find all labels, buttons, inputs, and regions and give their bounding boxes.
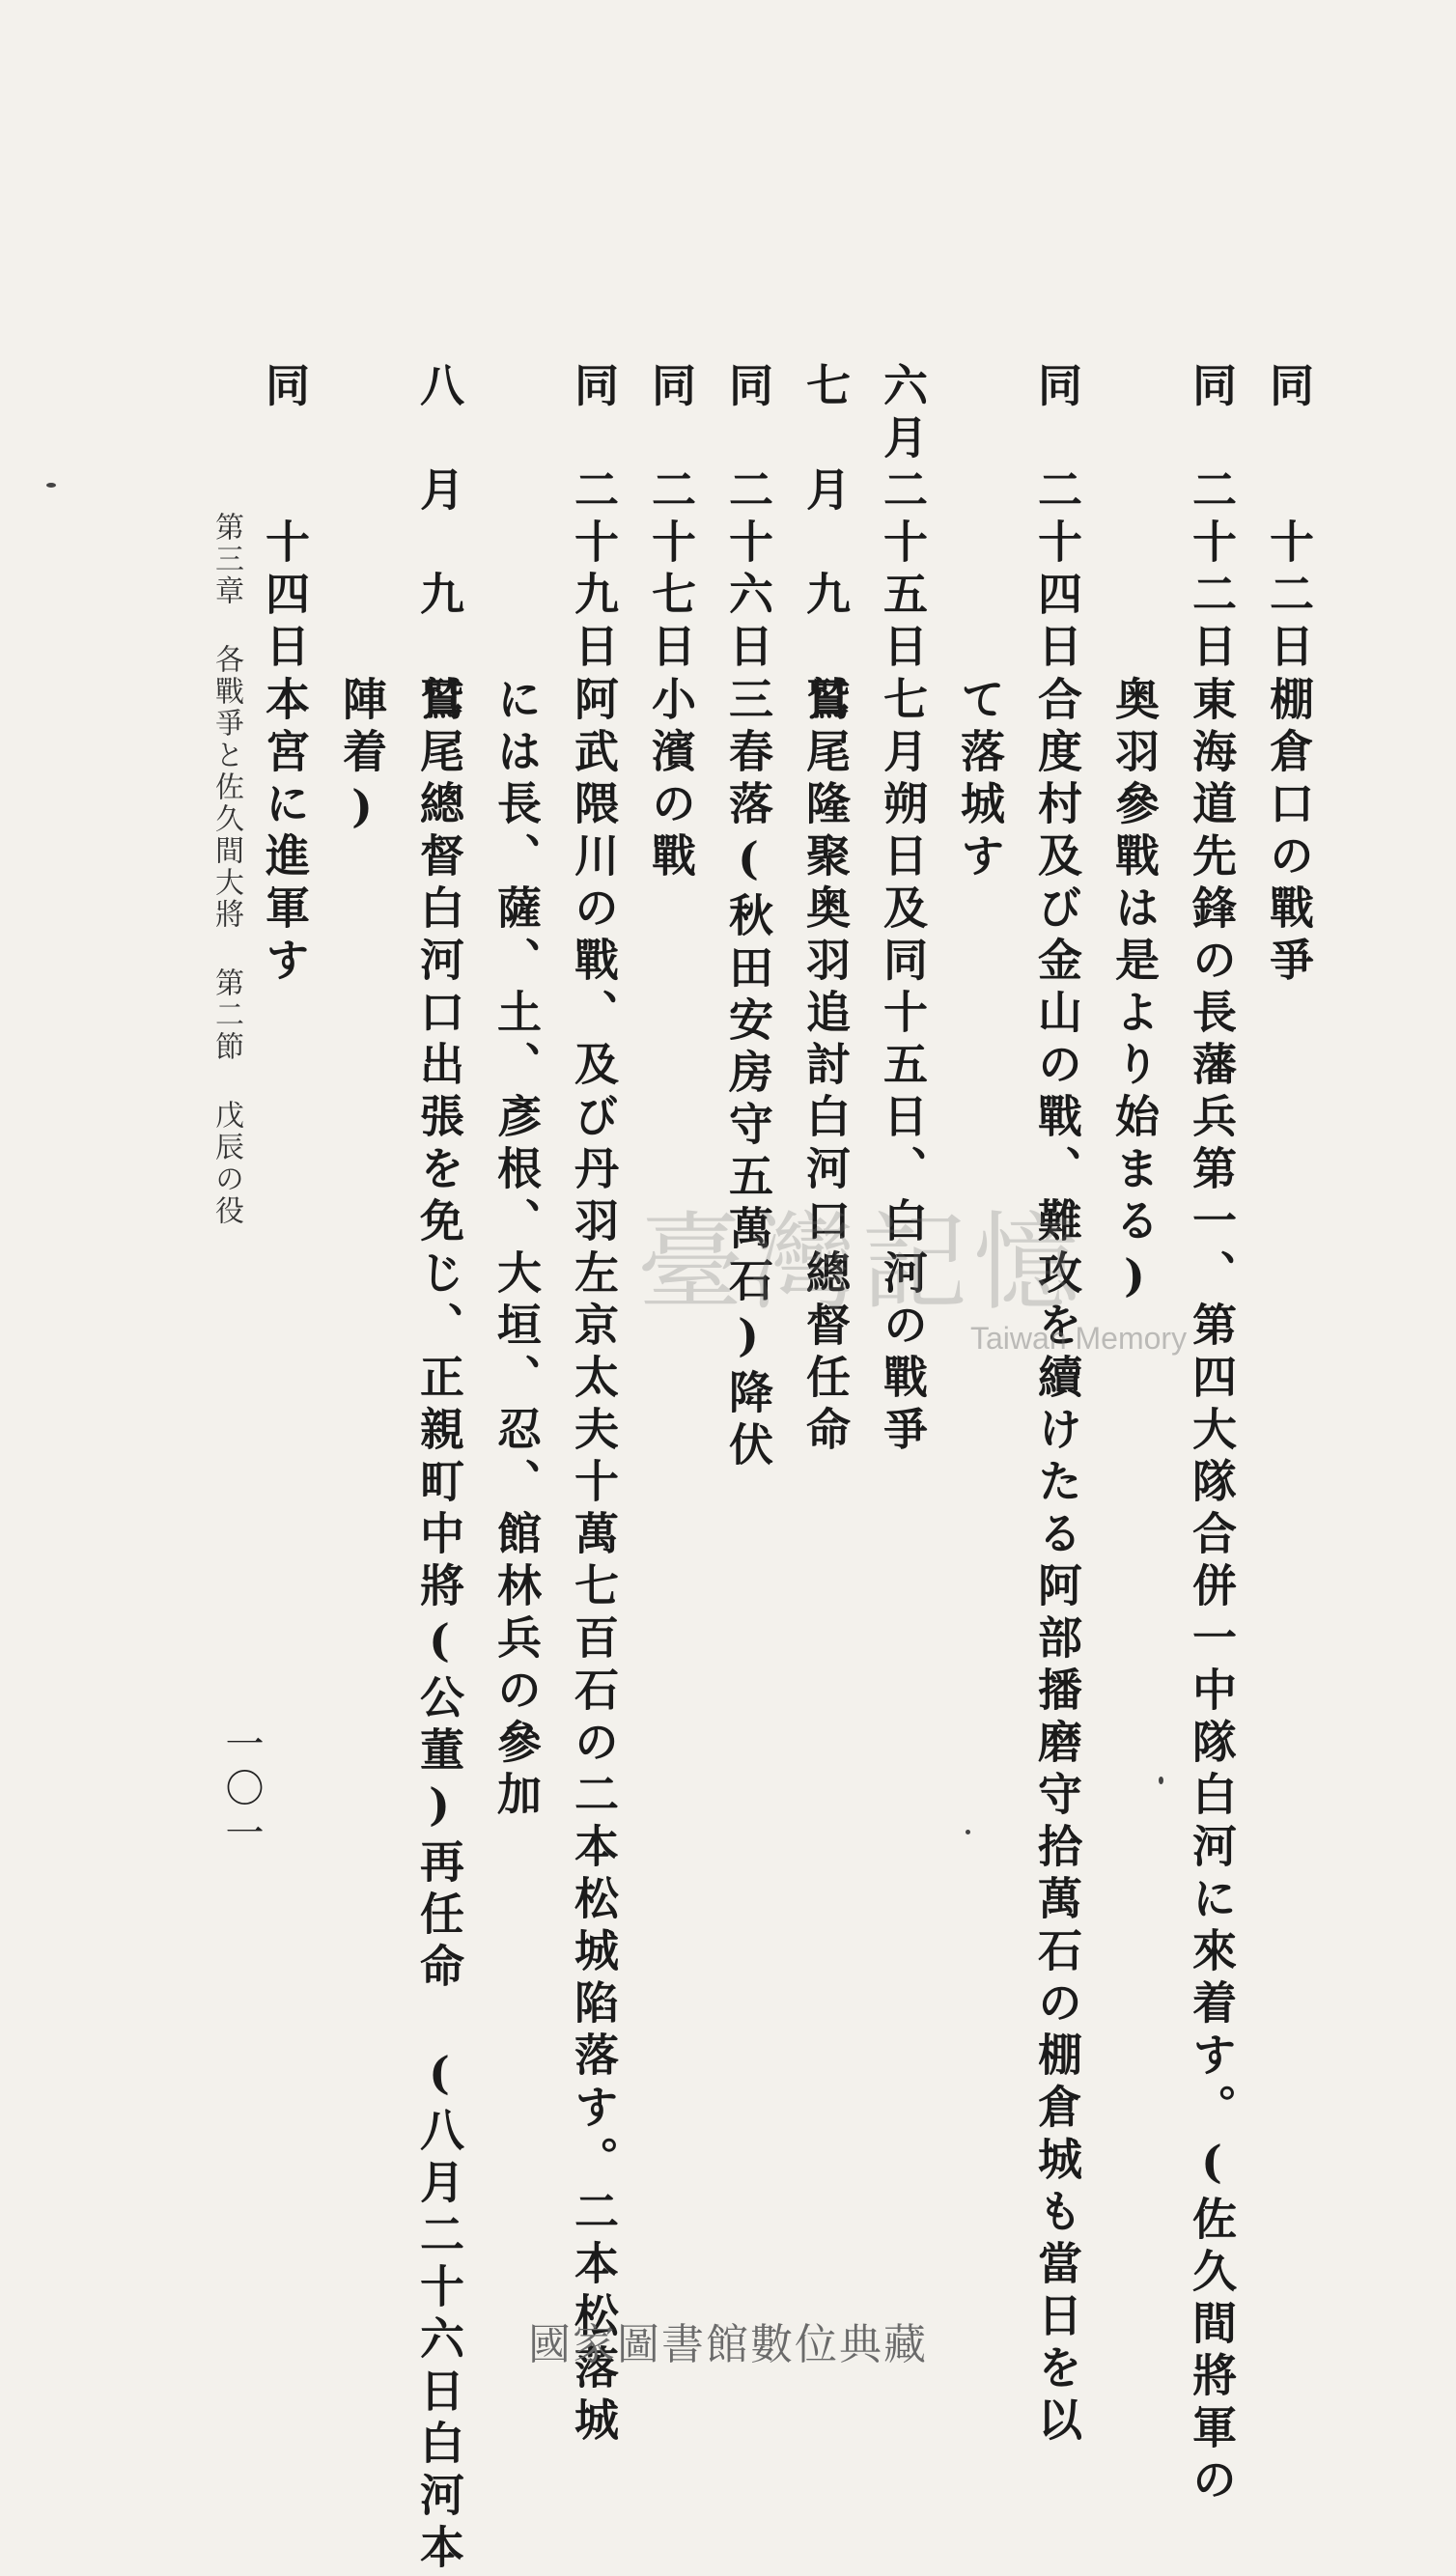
column-8-text: 三春落(秋田安房守五萬石)降伏 xyxy=(722,676,774,1473)
column-7-date: 七 月 九 日 xyxy=(799,362,852,727)
page-number: 一〇一 xyxy=(219,1723,264,1857)
header-title: 各戰爭と佐久間大將 xyxy=(210,644,243,931)
column-2-text: 東海道先鋒の長藩兵第一、第四大隊合併一中隊白河に來着す。(佐久間將軍の xyxy=(1186,676,1238,2508)
column-1-text: 棚倉口の戰爭 xyxy=(1263,676,1315,989)
header-section: 第二節 xyxy=(210,967,243,1063)
column-12-date: 八 月 九 日 xyxy=(413,362,465,727)
column-4-date: 同 二十四日 xyxy=(1031,362,1083,675)
column-8-date: 同 二十六日 xyxy=(722,362,774,675)
column-7-text: 鷲尾隆聚奥羽追討白河口總督任命 xyxy=(799,676,852,1458)
watermark-subtitle: Taiwan Memory xyxy=(970,1321,1188,1356)
header-chapter: 第三章 xyxy=(210,512,243,607)
column-1-date: 同 十二日 xyxy=(1263,362,1315,675)
watermark-logo: 臺灣記憶 xyxy=(637,1201,1085,1325)
column-10-text: 阿武隈川の戰、及び丹羽左京太夫十萬七百石の二本松城陷落す。二本松落城 xyxy=(568,676,620,2449)
column-6-date: 六月二十五日 xyxy=(877,362,929,675)
column-13-text: 陣着) xyxy=(336,676,388,840)
footer-caption: 國家圖書館數位典藏 xyxy=(528,2320,928,2369)
scan-speck xyxy=(46,483,56,488)
column-4-text: 合度村及び金山の戰、難攻を續けたる阿部播磨守拾萬石の棚倉城も當日を以 xyxy=(1031,676,1083,2449)
scan-speck xyxy=(1159,1777,1163,1784)
column-5-text: て落城す xyxy=(954,676,1006,884)
column-9-text: 小濱の戰 xyxy=(645,676,697,884)
column-14-text: 本宮に進軍す xyxy=(259,676,311,989)
column-6-text: 七月朔日及同十五日、白河の戰爭 xyxy=(877,676,929,1458)
header-subtitle: 戊辰の役 xyxy=(210,1100,243,1227)
column-9-date: 同 二十七日 xyxy=(645,362,697,675)
column-3-text: 奥羽參戰は是より始まる) xyxy=(1108,676,1161,1309)
column-12-text: 鷲尾總督白河口出張を免じ、正親町中將(公董)再任命 (八月二十六日白河本 xyxy=(413,676,465,2576)
column-14-date: 同 十四日 xyxy=(259,362,311,675)
column-10-date: 同 二十九日 xyxy=(568,362,620,675)
running-header xyxy=(205,512,247,1227)
scan-speck xyxy=(966,1830,970,1834)
column-2-date: 同 二十二日 xyxy=(1186,362,1238,675)
column-11-text: には長、薩、土、彥根、大垣、忍、館林兵の參加 xyxy=(490,676,543,1823)
